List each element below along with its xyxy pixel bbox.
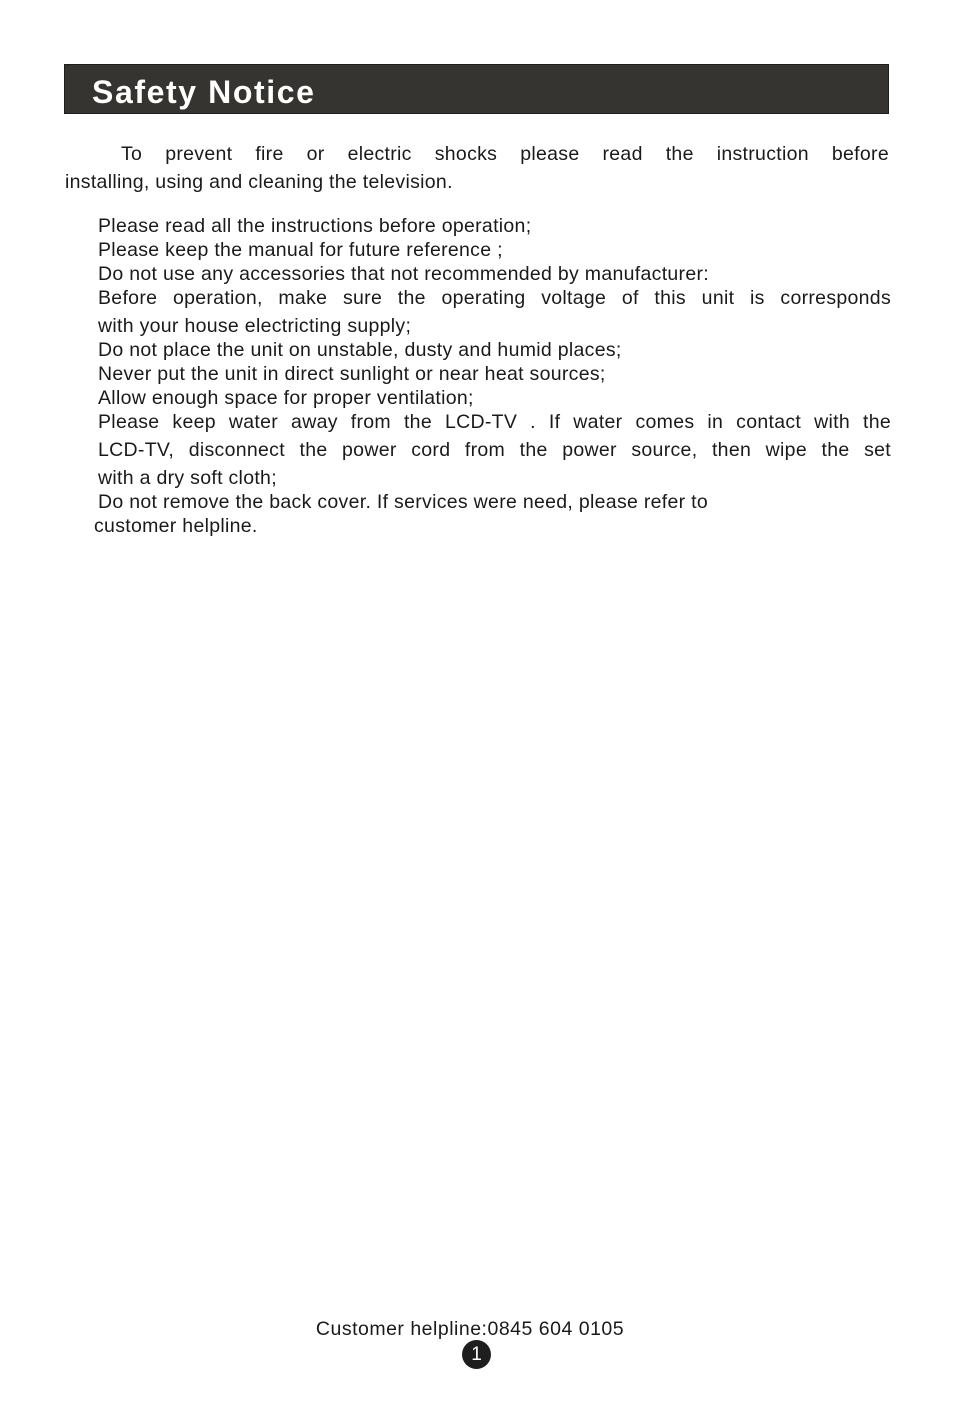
list-item — [98, 284, 891, 340]
list-item: Allow enough space for proper ventilation; — [98, 387, 474, 409]
customer-helpline: Customer helpline:0845 604 0105 — [315, 1318, 625, 1340]
section-header — [64, 64, 889, 114]
list-item: Never put the unit in direct sunlight or near heat sources; — [98, 363, 606, 385]
list-item-line: Before operation, make sure the operating voltage of this unit is corresponds — [98, 287, 891, 309]
safety-rules-list — [94, 214, 891, 538]
page-title: Safety Notice — [92, 74, 316, 110]
list-item-line: customer helpline. — [94, 515, 258, 537]
list-item-line: Please keep water away from the LCD-TV . If water comes in contact with the — [98, 411, 891, 433]
intro-paragraph — [65, 140, 889, 196]
list-item — [94, 490, 891, 538]
list-item-line: Do not remove the back cover. If services were need, please refer to — [98, 491, 709, 513]
list-item: Please read all the instructions before operation; — [98, 215, 532, 237]
list-item: Do not use any accessories that not recommended by manufacturer: — [98, 263, 710, 285]
page-number-badge: 1 — [462, 1340, 491, 1369]
intro-line: installing, using and cleaning the television. — [65, 171, 453, 193]
list-item-line: with a dry soft cloth; — [98, 467, 277, 489]
list-item-line: LCD-TV, disconnect the power cord from the power source, then wipe the set — [98, 439, 891, 461]
list-item: Please keep the manual for future reference ; — [98, 239, 503, 261]
list-item-line: with your house electricting supply; — [98, 315, 412, 337]
list-item — [98, 408, 891, 492]
intro-line: To prevent fire or electric shocks please read the instruction before — [121, 143, 889, 165]
list-item: Do not place the unit on unstable, dusty and humid places; — [98, 339, 622, 361]
